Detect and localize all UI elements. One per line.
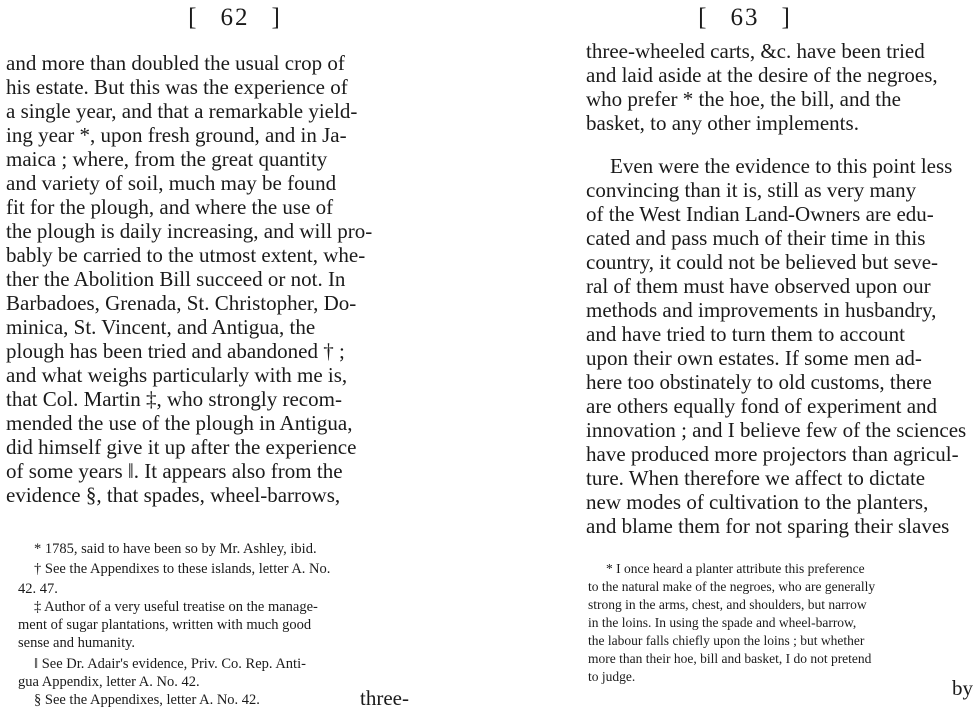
footnote-line: to judge.	[588, 669, 636, 684]
footnote-line: * I once heard a planter attribute this preference	[606, 561, 865, 576]
footnote-line: more than their hoe, bill and basket, I do not pretend	[588, 651, 872, 666]
body-line: evidence §, that spades, wheel-barrows,	[6, 483, 341, 507]
body-line: innovation ; and I believe few of the sciences	[586, 418, 967, 442]
footnote-line: ‖ See Dr. Adair's evidence, Priv. Co. Rep. Anti-	[34, 656, 306, 672]
body-line: here too obstinately to old customs, there	[586, 370, 932, 394]
body-line: of some years ‖. It appears also from the	[6, 459, 343, 483]
body-line: bably be carried to the utmost extent, whe-	[6, 243, 366, 267]
body-line: and have tried to turn them to account	[586, 322, 905, 346]
body-line: ther the Abolition Bill succeed or not. In	[6, 267, 346, 291]
footnote-line: * 1785, said to have been so by Mr. Ashley, ibid.	[34, 541, 317, 557]
body-line: minica, St. Vincent, and Antigua, the	[6, 315, 316, 339]
body-line: that Col. Martin ‡, who strongly recom-	[6, 387, 342, 411]
body-line: the plough is daily increasing, and will pro-	[6, 219, 373, 243]
body-line: are others equally fond of experiment and	[586, 394, 938, 418]
body-line: who prefer * the hoe, the bill, and the	[586, 87, 901, 111]
footnote-line: gua Appendix, letter A. No. 42.	[18, 674, 200, 690]
body-line: fit for the plough, and where the use of	[6, 195, 334, 219]
footnote-line: † See the Appendixes to these islands, letter A. No.	[34, 561, 331, 577]
body-line: did himself give it up after the experience	[6, 435, 357, 459]
body-line: mended the use of the plough in Antigua,	[6, 411, 353, 435]
body-line: country, it could not be believed but seve-	[586, 250, 939, 274]
footnote-line: the labour falls chiefly upon the loins ; but whether	[588, 633, 865, 648]
right-page	[510, 0, 980, 704]
body-line: and blame them for not sparing their slaves	[586, 514, 950, 538]
footnote-line: in the loins. In using the spade and wheel-barrow,	[588, 615, 857, 630]
body-line: three-wheeled carts, &c. have been tried	[586, 39, 925, 63]
left-page	[0, 0, 470, 710]
body-line: have produced more projectors than agricul-	[586, 442, 959, 466]
body-line: Even were the evidence to this point less	[610, 154, 953, 178]
body-line: new modes of cultivation to the planters,	[586, 490, 929, 514]
page-number-left: [ 62 ]	[188, 4, 282, 31]
footnote-line: ment of sugar plantations, written with much good	[18, 617, 312, 633]
footnote-line: sense and humanity.	[18, 635, 136, 651]
body-line: convincing than it is, still as very many	[586, 178, 917, 202]
body-line: ral of them must have observed upon our	[586, 274, 931, 298]
footnote-line: § See the Appendixes, letter A. No. 42.	[34, 692, 260, 708]
body-line: maica ; where, from the great quantity	[6, 147, 328, 171]
footnote-line: ‡ Author of a very useful treatise on the manage-	[34, 599, 318, 615]
body-line: basket, to any other implements.	[586, 111, 859, 135]
footnote-line: strong in the arms, chest, and shoulders, but narrow	[588, 597, 867, 612]
body-line: cated and pass much of their time in this	[586, 226, 926, 250]
body-line: upon their own estates. If some men ad-	[586, 346, 922, 370]
footnote-line: 42. 47.	[18, 581, 58, 597]
catchword: three-	[360, 686, 409, 710]
body-line: and variety of soil, much may be found	[6, 171, 337, 195]
body-line: methods and improvements in husbandry,	[586, 298, 937, 322]
body-line: ing year *, upon fresh ground, and in Ja-	[6, 123, 347, 147]
footnote-line: to the natural make of the negroes, who are generally	[588, 579, 876, 594]
body-line: of the West Indian Land-Owners are edu-	[586, 202, 934, 226]
body-line: and what weighs particularly with me is,	[6, 363, 348, 387]
body-line: Barbadoes, Grenada, St. Christopher, Do-	[6, 291, 357, 315]
body-line: ture. When therefore we affect to dictate	[586, 466, 926, 490]
body-line: and more than doubled the usual crop of	[6, 51, 345, 75]
body-line: a single year, and that a remarkable yield-	[6, 99, 358, 123]
catchword: by	[952, 676, 973, 700]
body-line: plough has been tried and abandoned † ;	[6, 339, 345, 363]
page-number-right: [ 63 ]	[698, 4, 792, 31]
body-line: his estate. But this was the experience of	[6, 75, 348, 99]
body-line: and laid aside at the desire of the negroes,	[586, 63, 938, 87]
